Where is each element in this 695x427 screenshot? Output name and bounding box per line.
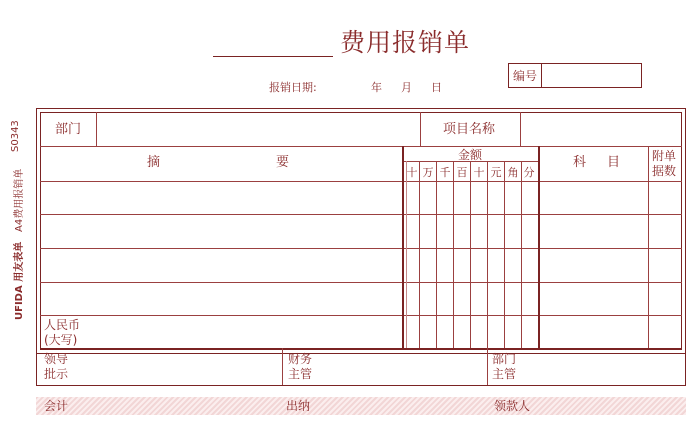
project-label: 项目名称 (443, 122, 496, 137)
digit-col-line (504, 161, 505, 348)
side-brand: UFIDA 用友表单 (14, 241, 25, 320)
attach-label-2: 据数 (652, 164, 677, 178)
leader-label-1: 领导 (44, 352, 69, 366)
side-code: S0343 (10, 120, 21, 152)
subject-label-2: 目 (607, 155, 621, 170)
page-title: 费用报销单 (340, 28, 471, 57)
row-line (40, 214, 682, 215)
digit-header: 十 (406, 166, 418, 179)
digit-header: 分 (523, 166, 535, 179)
digit-col-line (436, 161, 437, 348)
amount-label: 金额 (458, 148, 483, 162)
digit-header: 百 (456, 166, 468, 179)
digit-header: 十 (473, 166, 485, 179)
col-line (96, 112, 97, 146)
accountant-label: 会计 (44, 399, 69, 413)
dept-head-label-1: 部门 (492, 352, 517, 366)
row-line (40, 248, 682, 249)
attach-label-1: 附单 (652, 149, 677, 163)
digit-guide-line (406, 161, 407, 348)
digit-header: 元 (490, 166, 502, 179)
digit-col-line (470, 161, 471, 348)
signature-row (36, 348, 686, 386)
footer-band (36, 397, 686, 415)
col-line (520, 112, 521, 146)
summary-label-1: 摘 (147, 155, 161, 170)
row-line (40, 181, 682, 182)
summary-label-2: 要 (276, 155, 290, 170)
date-year: 年 (371, 81, 382, 94)
amount-right-border (538, 146, 540, 348)
date-month: 月 (401, 81, 412, 94)
title-underline (213, 56, 333, 57)
rmb-label-2: (大写) (44, 333, 78, 347)
row-line (40, 282, 682, 283)
digit-col-line (453, 161, 454, 348)
digit-col-line (487, 161, 488, 348)
digit-col-line (521, 161, 522, 348)
digit-header: 万 (422, 166, 434, 179)
finance-label-2: 主管 (288, 367, 313, 381)
row-line (40, 315, 682, 316)
number-label: 编号 (509, 64, 542, 87)
date-label: 报销日期: (269, 81, 317, 94)
number-box (508, 63, 642, 88)
cashier-label: 出纳 (286, 399, 311, 413)
digit-col-line (419, 161, 420, 348)
side-form-name: A4费用报销单 (14, 168, 25, 232)
col-line (420, 112, 421, 146)
department-label: 部门 (55, 122, 82, 137)
attach-col-line (648, 146, 649, 348)
subject-label-1: 科 (573, 155, 587, 170)
finance-label-1: 财务 (288, 352, 313, 366)
digit-header: 千 (439, 166, 451, 179)
date-day: 日 (431, 81, 442, 94)
rmb-label-1: 人民币 (44, 318, 81, 332)
dept-head-label-2: 主管 (492, 367, 517, 381)
recipient-label: 领款人 (494, 399, 531, 413)
leader-label-2: 批示 (44, 367, 69, 381)
row-line (40, 146, 682, 147)
digit-header: 角 (507, 166, 519, 179)
